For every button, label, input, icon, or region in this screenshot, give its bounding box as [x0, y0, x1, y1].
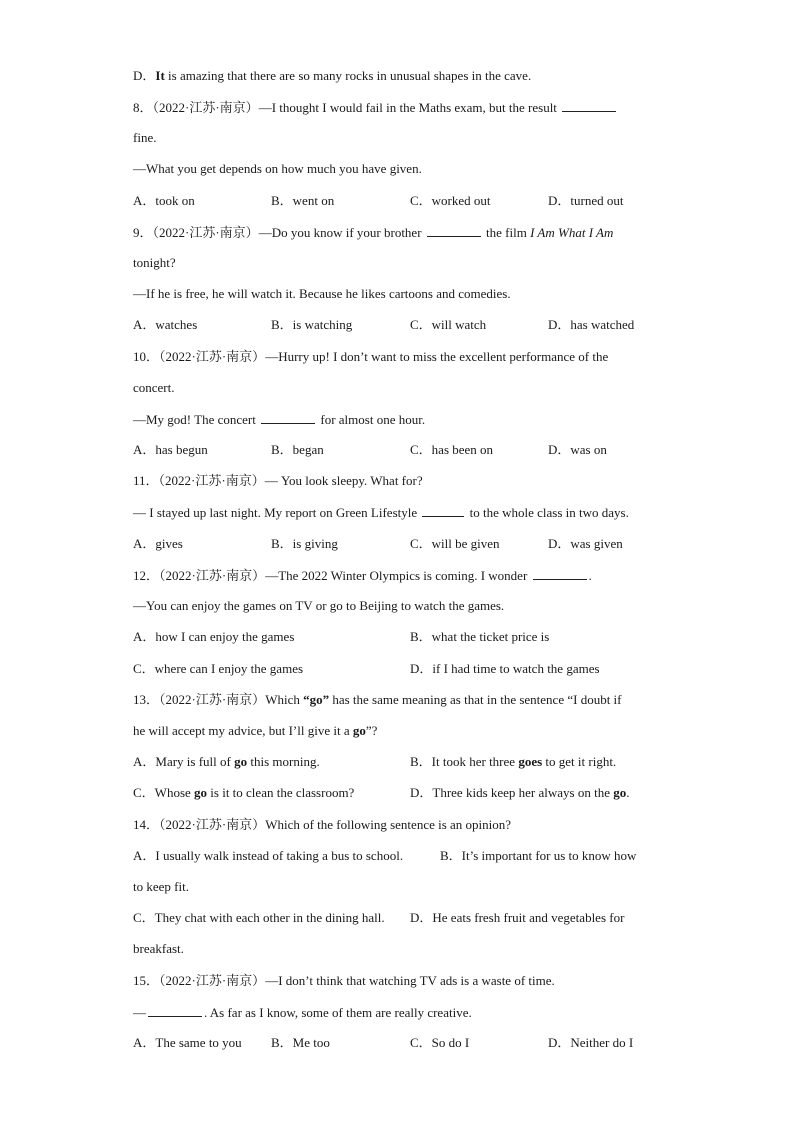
q15-option-c: C．So do I [410, 1035, 470, 1050]
q14-option-d-cont: breakfast. [133, 941, 184, 956]
q8-option-d: D．turned out [548, 193, 624, 208]
q9-option-c: C．will watch [410, 317, 487, 332]
question-9: 9．（2022·江苏·南京）—Do you know if your brother the film I Am What I Am [133, 225, 614, 240]
answer-blank [422, 504, 464, 517]
q12-option-a: A．how I can enjoy the games [133, 629, 295, 644]
answer-blank [427, 224, 481, 237]
question-8: 8．（2022·江苏·南京）—I thought I would fail in the Maths exam, but the result [133, 99, 618, 116]
q15-option-b: B．Me too [271, 1035, 330, 1050]
question-10: 10．（2022·江苏·南京）—Hurry up! I don’t want to miss the excellent performance of the [133, 349, 609, 364]
q10-option-c: C．has been on [410, 442, 494, 457]
q13-option-d: D．Three kids keep her always on the go. [410, 785, 630, 800]
q12-option-b: B．what the ticket price is [410, 629, 550, 644]
q12-option-d: D．if I had time to watch the games [410, 661, 600, 676]
question-15: 15．（2022·江苏·南京）—I don’t think that watching TV ads is a waste of time. [133, 973, 555, 988]
q10-option-b: B．began [271, 442, 324, 457]
q14-option-d: D．He eats fresh fruit and vegetables for [410, 910, 625, 925]
q8-option-b: B．went on [271, 193, 335, 208]
question-11-reply: — I stayed up last night. My report on Green Lifestyle to the whole class in two days. [133, 505, 629, 520]
q14-option-b-cont: to keep fit. [133, 879, 189, 894]
question-15-reply: — . As far as I know, some of them are really creative. [133, 1005, 472, 1020]
q11-option-a: A．gives [133, 536, 183, 551]
answer-blank [533, 567, 587, 580]
q9-option-b: B．is watching [271, 317, 353, 332]
q11-option-b: B．is giving [271, 536, 338, 551]
q10-option-a: A．has begun [133, 442, 208, 457]
question-12: 12．（2022·江苏·南京）—The 2022 Winter Olympics is coming. I wonder . [133, 568, 592, 583]
q14-option-c: C．They chat with each other in the dining hall. [133, 910, 385, 925]
q8-option-c: C．worked out [410, 193, 491, 208]
q11-option-d: D．was given [548, 536, 623, 551]
q15-option-a: A．The same to you [133, 1035, 242, 1050]
question-11: 11．（2022·江苏·南京）— You look sleepy. What for? [133, 473, 423, 488]
question-9-cont: tonight? [133, 255, 176, 270]
question-10-reply: —My god! The concert for almost one hour. [133, 412, 426, 427]
answer-blank [148, 1004, 202, 1017]
question-8-cont: fine. [133, 130, 157, 145]
q14-option-b: B．It’s important for us to know how [440, 848, 637, 863]
q7-option-d: D．It is amazing that there are so many rocks in unusual shapes in the cave. [133, 68, 532, 83]
question-9-reply: —If he is free, he will watch it. Because he likes cartoons and comedies. [133, 286, 511, 301]
q13-option-c: C．Whose go is it to clean the classroom? [133, 785, 355, 800]
q12-option-c: C．where can I enjoy the games [133, 661, 304, 676]
q13-option-a: A．Mary is full of go this morning. [133, 754, 320, 769]
question-13-cont: he will accept my advice, but I’ll give it a go”? [133, 723, 378, 738]
answer-blank [562, 99, 616, 112]
q14-option-a: A．I usually walk instead of taking a bus to school. [133, 848, 404, 863]
q11-option-c: C．will be given [410, 536, 500, 551]
q9-option-a: A．watches [133, 317, 198, 332]
question-14: 14．（2022·江苏·南京）Which of the following sentence is an opinion? [133, 817, 512, 832]
q10-option-d: D．was on [548, 442, 607, 457]
answer-blank [261, 411, 315, 424]
q9-option-d: D．has watched [548, 317, 635, 332]
question-8-reply: —What you get depends on how much you have given. [133, 161, 422, 176]
question-12-reply: —You can enjoy the games on TV or go to Beijing to watch the games. [133, 598, 505, 613]
q15-option-d: D．Neither do I [548, 1035, 634, 1050]
question-10-cont: concert. [133, 380, 175, 395]
question-13: 13．（2022·江苏·南京）Which “go” has the same meaning as that in the sentence “I doubt if [133, 692, 622, 707]
q8-option-a: A．took on [133, 193, 195, 208]
q13-option-b: B．It took her three goes to get it right. [410, 754, 617, 769]
